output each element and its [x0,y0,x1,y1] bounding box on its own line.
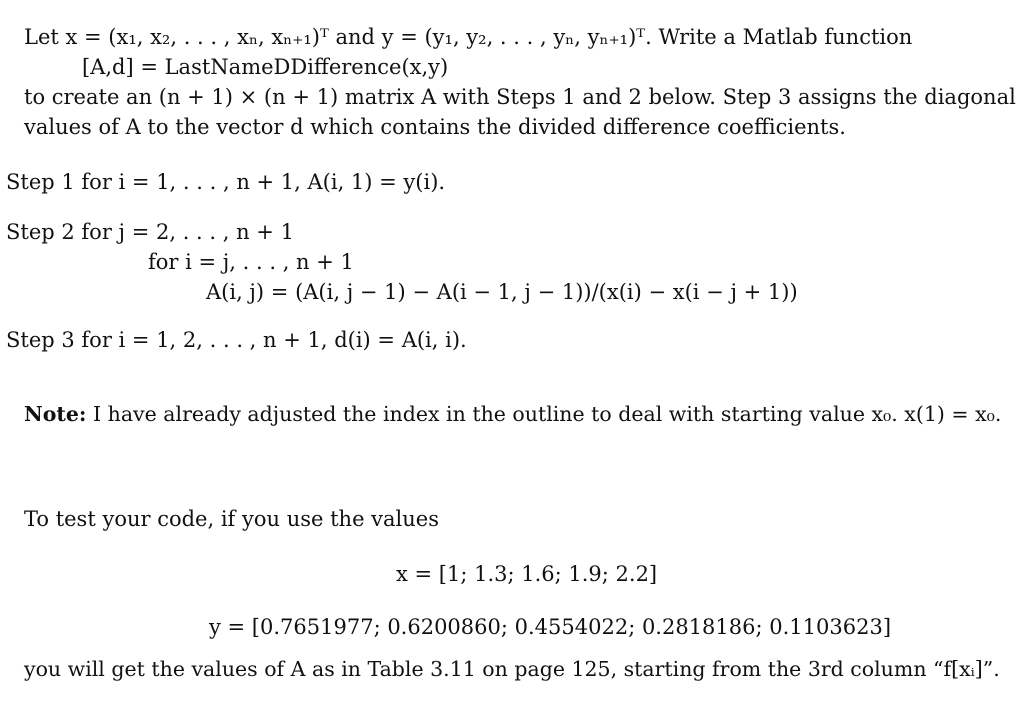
x-values-equation: x = [1; 1.3; 1.6; 1.9; 2.2] [396,562,658,586]
function-signature: [A,d] = LastNameDDifference(x,y) [82,55,449,79]
intro-line-1: Let x = (x₁, x₂, . . . , xₙ, xₙ₊₁)ᵀ and y = (y₁, y₂, . . . , yₙ, yₙ₊₁)ᵀ. Write a Matlab function [24,25,913,49]
test-conclusion: you will get the values of A as in Table 3.11 on page 125, starting from the 3rd column “f[xᵢ]”. [24,657,1000,681]
step-2-inner-loop: for i = j, . . . , n + 1 [148,250,354,274]
step-1: Step 1 for i = 1, . . . , n + 1, A(i, 1) = y(i). [6,170,446,194]
note-text: I have already adjusted the index in the outline to deal with starting value x₀. x(1) = x₀. [86,402,1002,426]
intro-line-4: values of A to the vector d which contains the divided difference coefficients. [24,115,846,139]
intro-line-3: to create an (n + 1) × (n + 1) matrix A with Steps 1 and 2 below. Step 3 assigns the diagonal [24,85,1016,109]
note-paragraph [24,401,1001,427]
note-label: Note: [24,402,87,426]
test-intro: To test your code, if you use the values [24,507,439,531]
step-2-outer-loop: Step 2 for j = 2, . . . , n + 1 [6,220,294,244]
step-2-formula: A(i, j) = (A(i, j − 1) − A(i − 1, j − 1))/(x(i) − x(i − j + 1)) [206,280,798,304]
step-3: Step 3 for i = 1, 2, . . . , n + 1, d(i) = A(i, i). [6,328,467,352]
y-values-equation: y = [0.7651977; 0.6200860; 0.4554022; 0.2818186; 0.1103623] [209,615,892,639]
